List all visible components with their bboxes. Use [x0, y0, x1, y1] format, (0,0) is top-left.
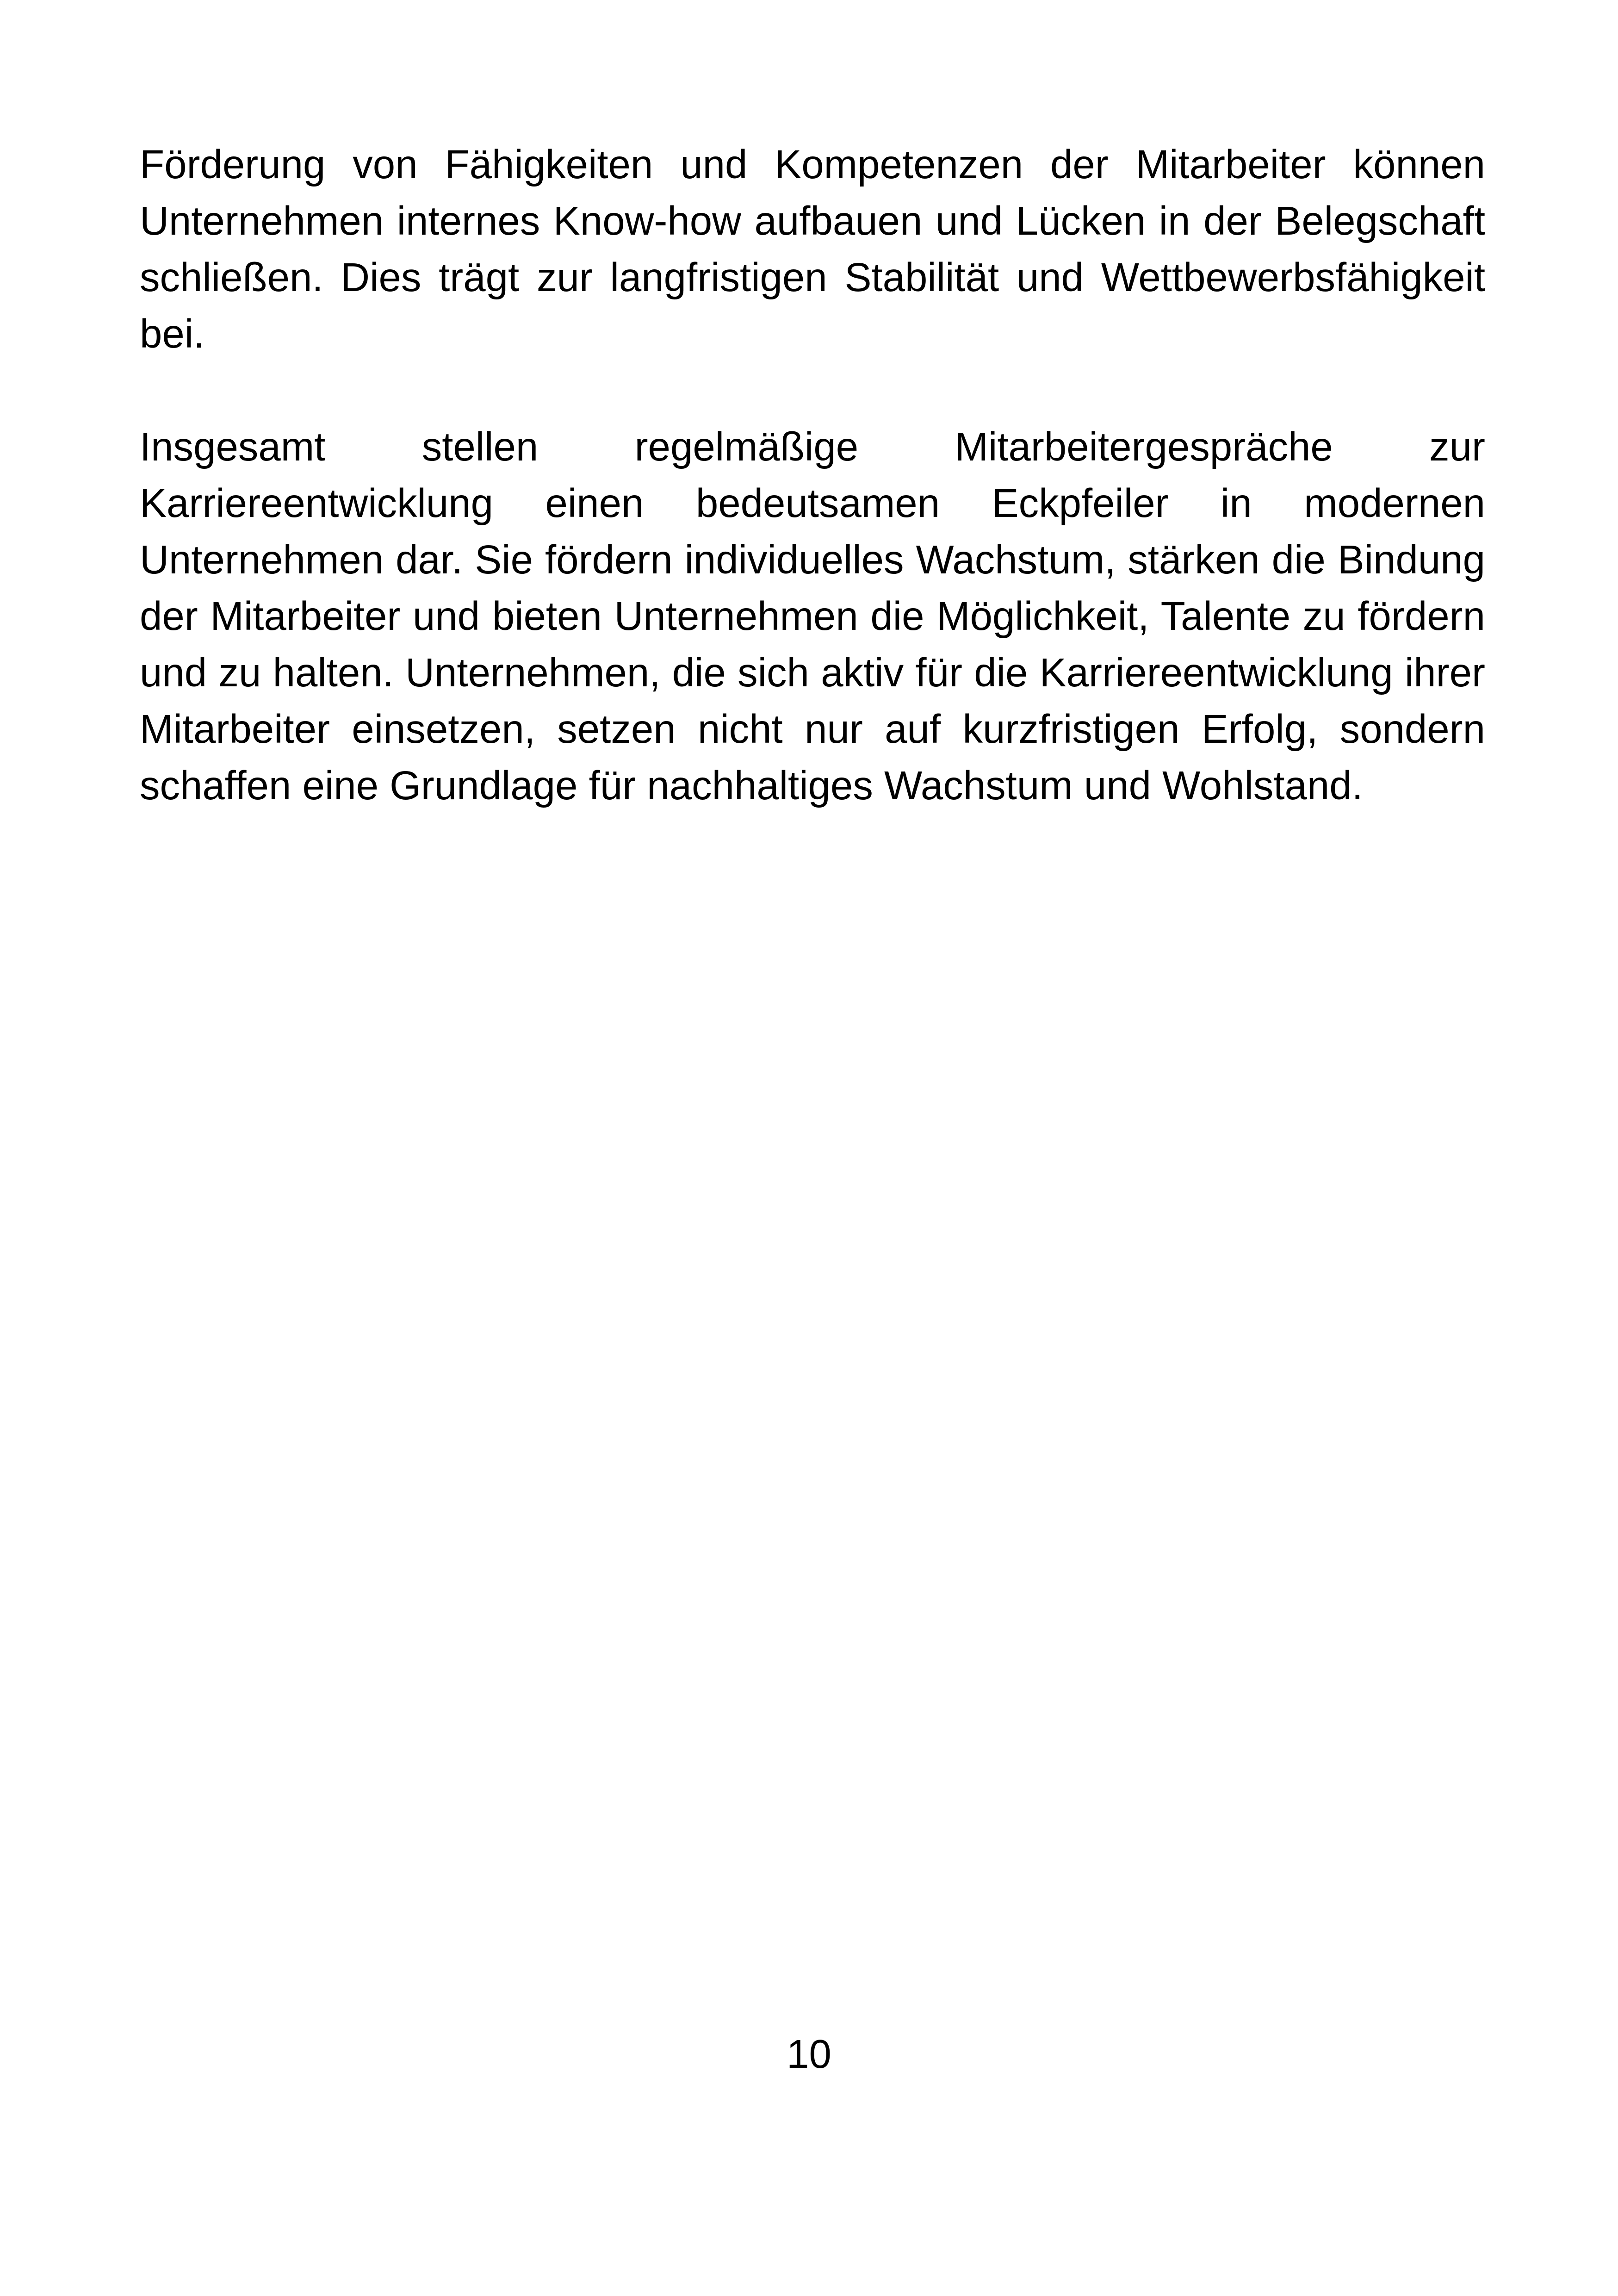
paragraph: Förderung von Fähigkeiten und Kompetenzen der Mitarbeiter können Unternehmen internes Know-how aufbauen und Lücken in der Belegschaft schließen. Dies trägt zur langfristigen Stabilität und Wettbewerbsfähigkeit bei. [140, 142, 1485, 356]
body-text [140, 137, 1485, 871]
page-number: 10 [787, 2032, 831, 2077]
paragraph: Insgesamt stellen regelmäßige Mitarbeitergespräche zur Karriereentwicklung einen bedeutsamen Eckpfeiler in modernen Unternehmen dar. Sie fördern individuelles Wachstum, stärken die Bindung der Mitarbeiter und bieten Unternehmen die Möglichkeit, Talente zu fördern und zu halten. Unternehmen, die sich aktiv für die Karriereentwicklung ihrer Mitarbeiter einsetzen, setzen nicht nur auf kurzfristigen Erfolg, sondern schaffen eine Grundlage für nachhaltiges Wachstum und Wohlstand. [140, 424, 1485, 808]
